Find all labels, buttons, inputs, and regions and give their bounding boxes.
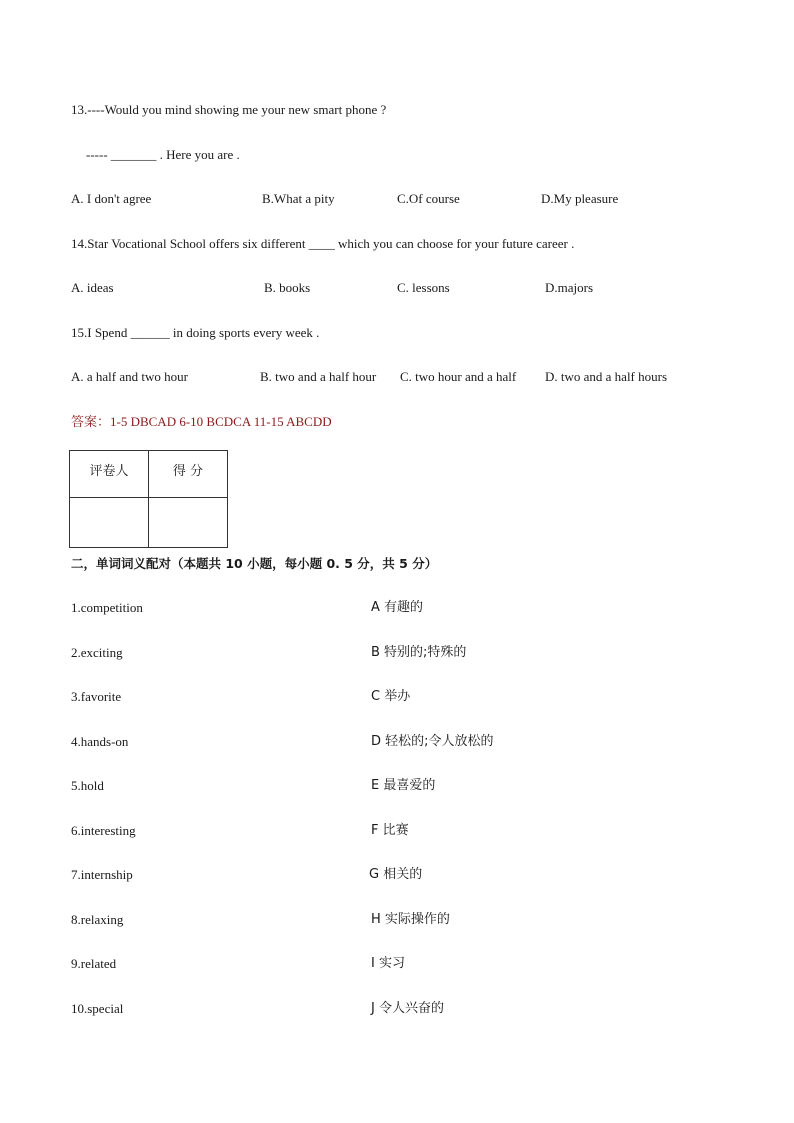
question-13-option-b: B.What a pity	[262, 191, 335, 206]
word-item: 6.interesting	[71, 823, 136, 838]
meaning-item: E 最喜爱的	[371, 778, 436, 793]
word-item: 1.competition	[71, 600, 143, 615]
word-item: 9.related	[71, 956, 117, 971]
question-15-prompt: 15.I Spend ______ in doing sports every week .	[71, 325, 320, 340]
meaning-item: I 实习	[371, 956, 405, 971]
meaning-item: C 举办	[371, 689, 411, 704]
question-14-option-c: C. lessons	[397, 280, 450, 295]
meaning-item: F 比赛	[371, 823, 409, 838]
question-14-option-a: A. ideas	[71, 280, 114, 295]
word-item: 10.special	[71, 1001, 124, 1016]
meaning-item: J 令人兴奋的	[371, 1001, 444, 1016]
word-item: 4.hands-on	[71, 734, 129, 749]
question-13-option-a: A. I don't agree	[71, 191, 152, 206]
meaning-item: H 实际操作的	[371, 912, 450, 927]
score-header: 得 分	[149, 451, 228, 498]
question-15-option-d: D. two and a half hours	[545, 369, 668, 384]
meaning-item: A 有趣的	[371, 600, 424, 615]
answer-key: 答案：1-5 DBCAD 6-10 BCDCA 11-15 ABCDD	[71, 414, 332, 429]
grader-header: 评卷人	[70, 451, 149, 498]
question-15-option-b: B. two and a half hour	[260, 369, 377, 384]
question-14-prompt: 14.Star Vocational School offers six different ____ which you can choose for your future career .	[71, 236, 575, 251]
meaning-item: G 相关的	[369, 867, 423, 882]
section-2-heading: 二，单词词义配对（本题共 10 小题，每小题 0. 5 分，共 5 分）	[71, 556, 438, 571]
score-table	[69, 450, 228, 548]
question-15-option-a: A. a half and two hour	[71, 369, 188, 384]
question-13-option-c: C.Of course	[397, 191, 460, 206]
question-14-option-b: B. books	[264, 280, 311, 295]
meaning-item: B 特别的;特殊的	[371, 645, 467, 660]
score-cell	[149, 498, 228, 548]
word-item: 3.favorite	[71, 689, 122, 704]
question-14-option-d: D.majors	[545, 280, 594, 295]
question-13-option-d: D.My pleasure	[541, 191, 619, 206]
word-item: 8.relaxing	[71, 912, 124, 927]
question-15-option-c: C. two hour and a half	[400, 369, 517, 384]
grader-cell	[70, 498, 149, 548]
question-13-reply: ----- _______ . Here you are .	[86, 147, 240, 162]
meaning-item: D 轻松的;令人放松的	[371, 734, 494, 749]
word-item: 2.exciting	[71, 645, 123, 660]
question-13-prompt: 13.----Would you mind showing me your new smart phone ?	[71, 102, 387, 117]
word-item: 7.internship	[71, 867, 133, 882]
word-item: 5.hold	[71, 778, 104, 793]
